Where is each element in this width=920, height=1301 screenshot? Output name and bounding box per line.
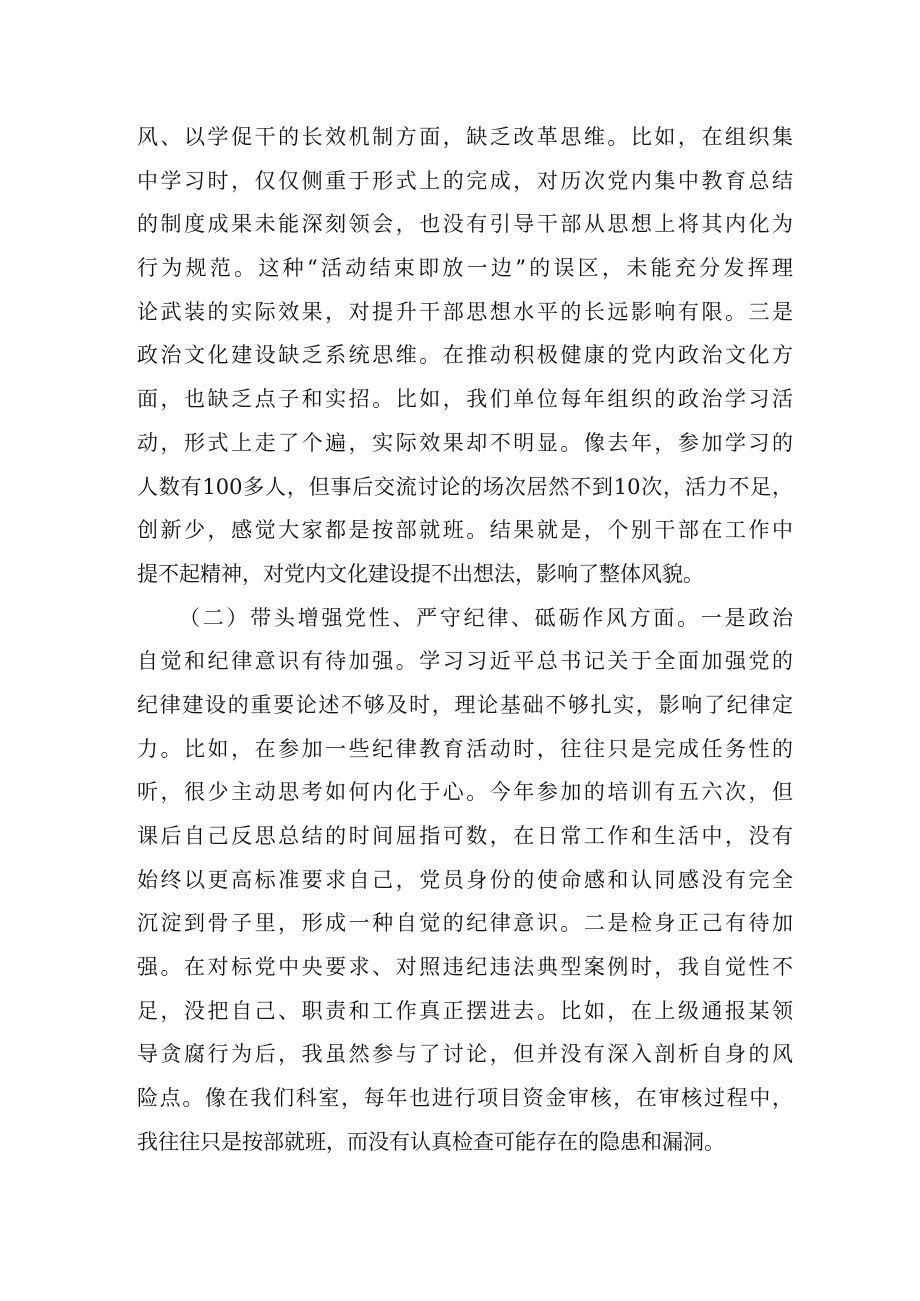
paragraph-line: 力。比如，在参加一些纪律教育活动时，往往只是完成任务性的	[137, 736, 793, 761]
paragraph-line: 沉淀到骨子里，形成一种自觉的纪律意识。二是检身正己有待加	[137, 911, 793, 936]
paragraph-line: 始终以更高标准要求自己，党员身份的使命感和认同感没有完全	[137, 867, 793, 892]
paragraph-line: 动，形式上走了个遍，实际效果却不明显。像去年，参加学习的	[137, 430, 793, 455]
paragraph-line: 人数有100多人，但事后交流讨论的场次居然不到10次，活力不足，	[137, 474, 793, 499]
paragraph-1	[137, 116, 793, 597]
paragraph-line: 论武装的实际效果，对提升干部思想水平的长远影响有限。三是	[137, 299, 793, 324]
paragraph-line: 面，也缺乏点子和实招。比如，我们单位每年组织的政治学习活	[137, 387, 793, 412]
paragraph-2	[137, 597, 793, 1165]
paragraph-line: 课后自己反思总结的时间屈指可数，在日常工作和生活中，没有	[137, 824, 793, 848]
paragraph-line: 自觉和纪律意识有待加强。学习习近平总书记关于全面加强党的	[137, 649, 793, 674]
paragraph-line: 导贪腐行为后，我虽然参与了讨论，但并没有深入剖析自身的风	[137, 1042, 793, 1067]
paragraph-line: 纪律建设的重要论述不够及时，理论基础不够扎实，影响了纪律定	[137, 692, 793, 717]
paragraph-line: 我往往只是按部就班，而没有认真检查可能存在的隐患和漏洞。	[137, 1129, 725, 1154]
paragraph-line: 提不起精神，对党内文化建设提不出想法，影响了整体风貌。	[137, 561, 704, 586]
paragraph-line: 足，没把自己、职责和工作真正摆进去。比如，在上级通报某领	[137, 998, 793, 1023]
paragraph-line: 政治文化建设缺乏系统思维。在推动积极健康的党内政治文化方	[137, 343, 793, 368]
paragraph-line: （二）带头增强党性、严守纪律、砥砺作风方面。一是政治	[179, 605, 793, 630]
paragraph-line: 行为规范。这种“活动结束即放一边”的误区，未能充分发挥理	[137, 256, 793, 281]
paragraph-line: 中学习时，仅仅侧重于形式上的完成，对历次党内集中教育总结	[137, 168, 793, 193]
paragraph-line: 风、以学促干的长效机制方面，缺乏改革思维。比如，在组织集	[137, 125, 793, 149]
paragraph-line: 的制度成果未能深刻领会，也没有引导干部从思想上将其内化为	[137, 212, 793, 237]
paragraph-line: 听，很少主动思考如何内化于心。今年参加的培训有五六次，但	[137, 780, 793, 805]
document-body	[137, 116, 793, 1165]
paragraph-line: 创新少，感觉大家都是按部就班。结果就是，个别干部在工作中	[137, 518, 793, 543]
paragraph-line: 强。在对标党中央要求、对照违纪违法典型案例时，我自觉性不	[137, 955, 793, 980]
paragraph-line: 险点。像在我们科室，每年也进行项目资金审核，在审核过程中，	[137, 1086, 793, 1111]
